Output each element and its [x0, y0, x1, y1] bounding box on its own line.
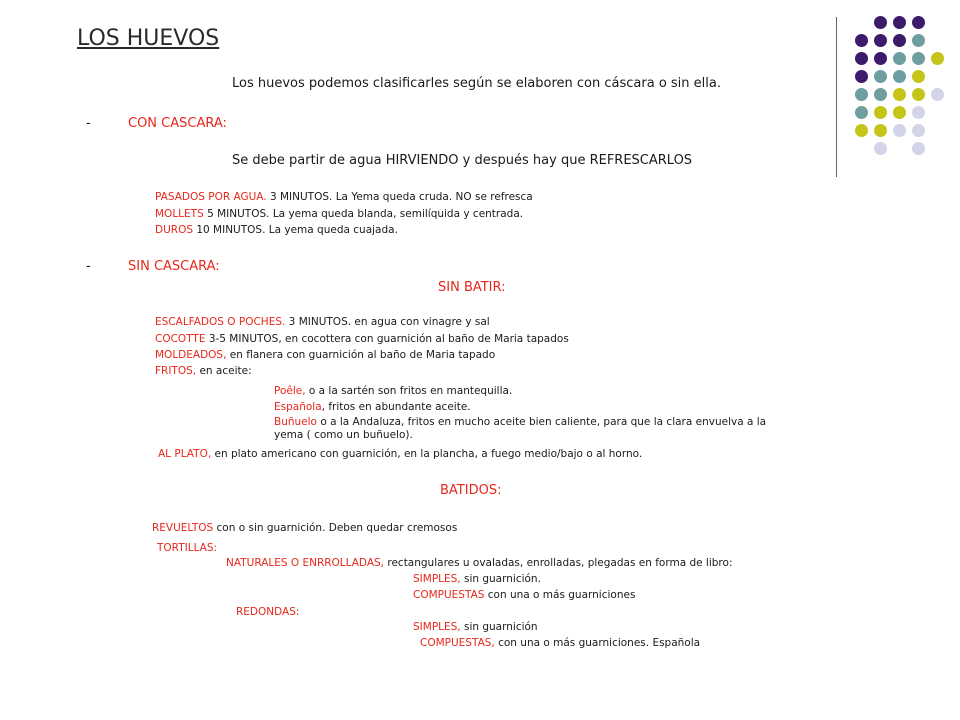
fritos-item: Española, fritos en abundante aceite. [274, 401, 471, 413]
decorative-dot [912, 88, 925, 101]
list-item: ESCALFADOS O POCHES. 3 MINUTOS. en agua con vinagre y sal [155, 316, 490, 328]
decorative-dot [893, 70, 906, 83]
naturales-simples: SIMPLES, sin guarnición. [413, 573, 541, 585]
decorative-dot [874, 34, 887, 47]
decorative-dot [874, 88, 887, 101]
tortillas-heading: TORTILLAS: [157, 542, 218, 554]
fritos-item: Poêle, o a la sartén son fritos en mantequilla. [274, 385, 513, 397]
decorative-dot [893, 106, 906, 119]
bullet-dash: - [86, 116, 91, 131]
decorative-dot [912, 16, 925, 29]
decorative-dot [893, 16, 906, 29]
page-title: LOS HUEVOS [77, 26, 220, 51]
decorative-dot [893, 34, 906, 47]
fritos-item: Buñuelo o a la Andaluza, fritos en mucho aceite bien caliente, para que la clara envuelva a la yema ( como un buñuelo). [274, 416, 767, 441]
decorative-dot [874, 106, 887, 119]
list-item-revueltos: REVUELTOS con o sin guarnición. Deben quedar cremosos [152, 522, 458, 534]
naturales-compuestas: COMPUESTAS con una o más guarniciones [413, 589, 636, 601]
decorative-dot [912, 34, 925, 47]
decorative-dot [855, 34, 868, 47]
decorative-dot [893, 124, 906, 137]
decorative-divider [836, 17, 837, 177]
redondas-simples: SIMPLES, sin guarnición [413, 621, 538, 633]
list-item: COCOTTE 3-5 MINUTOS, en cocottera con guarnición al baño de Maria tapados [155, 333, 569, 345]
list-item: DUROS 10 MINUTOS. La yema queda cuajada. [155, 224, 398, 236]
decorative-dot [893, 52, 906, 65]
section-sin-cascara: SIN CASCARA: [128, 259, 220, 274]
decorative-dot [931, 88, 944, 101]
decorative-dot [912, 142, 925, 155]
decorative-dot [874, 52, 887, 65]
decorative-dot [855, 88, 868, 101]
list-item: PASADOS POR AGUA. 3 MINUTOS. La Yema queda cruda. NO se refresca [155, 191, 533, 203]
list-item: FRITOS, en aceite: [155, 365, 252, 377]
decorative-dot [874, 124, 887, 137]
decorative-dot [874, 142, 887, 155]
con-cascara-note: Se debe partir de agua HIRVIENDO y después hay que REFRESCARLOS [232, 153, 693, 168]
decorative-dot [874, 70, 887, 83]
subsection-batidos: BATIDOS: [440, 483, 502, 498]
section-con-cascara: CON CASCARA: [128, 116, 227, 131]
decorative-dot [893, 88, 906, 101]
bullet-dash: - [86, 259, 91, 274]
list-item: MOLLETS 5 MINUTOS. La yema queda blanda, semilíquida y centrada. [155, 208, 524, 220]
decorative-dot [855, 52, 868, 65]
decorative-dot [855, 106, 868, 119]
redondas-compuestas: COMPUESTAS, con una o más guarniciones. Española [420, 637, 701, 649]
decorative-dot [912, 52, 925, 65]
decorative-dot [912, 70, 925, 83]
decorative-dot [912, 124, 925, 137]
tortillas-redondas: REDONDAS: [236, 606, 300, 618]
decorative-dot [874, 16, 887, 29]
intro-text: Los huevos podemos clasificarles según se elaboren con cáscara o sin ella. [232, 76, 721, 91]
decorative-dot [855, 70, 868, 83]
decorative-dot [855, 124, 868, 137]
subsection-sin-batir: SIN BATIR: [438, 280, 506, 295]
decorative-dot [931, 52, 944, 65]
list-item: MOLDEADOS, en flanera con guarnición al baño de Maria tapado [155, 349, 496, 361]
list-item-al-plato: AL PLATO, en plato americano con guarnición, en la plancha, a fuego medio/bajo o al horno. [158, 448, 643, 460]
decorative-dot [912, 106, 925, 119]
tortillas-naturales: NATURALES O ENRROLLADAS, rectangulares u ovaladas, enrolladas, plegadas en forma de libro: [226, 557, 733, 569]
